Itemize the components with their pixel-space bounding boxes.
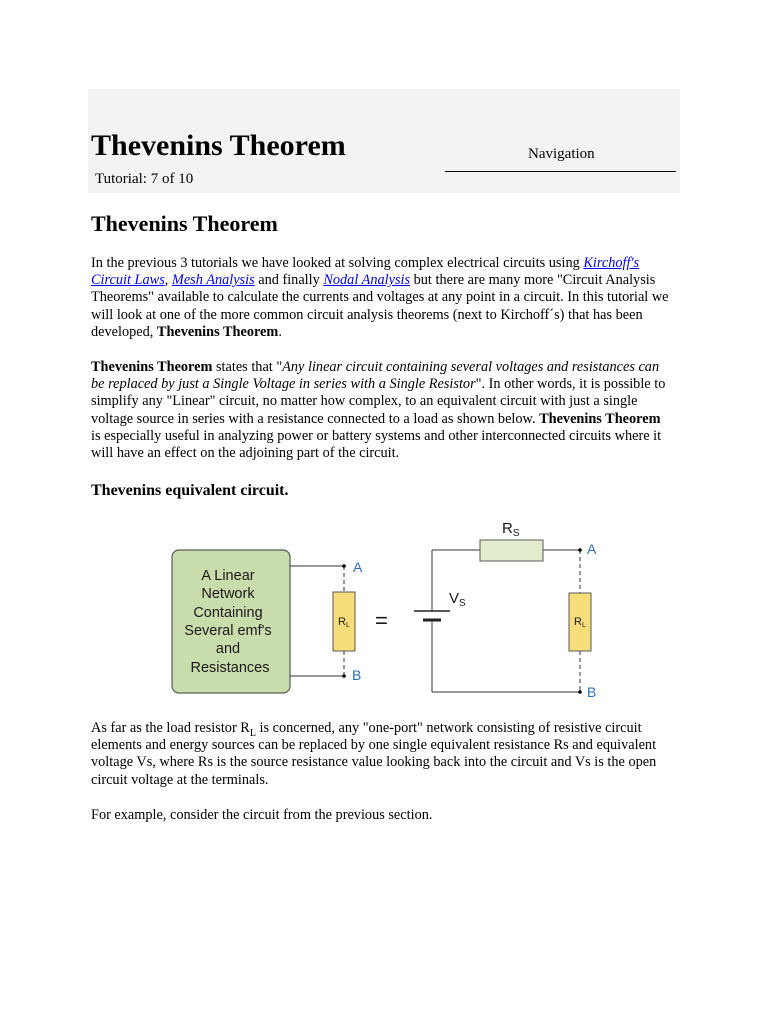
navigation-divider <box>445 171 676 172</box>
statement-quote: Any linear circuit containing several voltages and resistances can be replaced by just a Single Voltage in series with a Single Resistor <box>91 359 660 393</box>
intro-text: , <box>164 272 172 289</box>
source-resistor-label: $R_S$ <box>502 520 520 539</box>
load-text: As far as the load resistor R <box>91 720 250 736</box>
page-title: Thevenins Theorem <box>91 129 346 162</box>
right-wires <box>432 550 580 692</box>
load-text: is concerned, any "one-port" network consisting of resistive circuit elements and energy sources can be replaced by one single equivalent resistance Rs and equivalent voltage Vs, where Rs is the source resistance value looking back into the circuit and Vs is the open circuit voltage at the terminals. <box>91 720 657 788</box>
example-paragraph: For example, consider the circuit from the previous section. <box>91 807 433 823</box>
mesh-analysis-link[interactable]: Mesh Analysis <box>171 272 255 289</box>
terminal-a-dot-equivalent <box>578 548 582 552</box>
network-line: Several emf's <box>184 623 272 639</box>
intro-text: In the previous 3 tutorials we have looked at solving complex electrical circuits using <box>91 255 584 271</box>
network-line: Network <box>201 586 255 602</box>
statement-text: is especially useful in analyzing power or battery systems and other interconnected circuits where it will have an effect on the adjoining part of the circuit. <box>91 427 662 462</box>
load-resistor-label: RL <box>338 616 350 629</box>
section-heading: Thevenins Theorem <box>91 211 278 236</box>
intro-text: . <box>278 323 282 340</box>
terminal-a-label-equivalent: A <box>587 541 597 557</box>
source-resistor <box>480 540 543 561</box>
navigation-label[interactable]: Navigation <box>528 146 595 162</box>
terminal-b-dot-equivalent <box>578 690 582 694</box>
equals-sign: = <box>375 608 388 633</box>
terminal-b-label: B <box>352 667 362 683</box>
thevenin-diagram <box>160 512 610 702</box>
network-line: A Linear <box>201 568 255 584</box>
equivalent-circuit-heading: Thevenins equivalent circuit. <box>91 482 289 499</box>
terminal-a-label: A <box>353 559 363 575</box>
intro-text: but there are many more "Circuit Analysis Theorems" available to calculate the currents and voltages at any point in a circuit. In this tutorial we will look at one of the more common circuit analysis theorems (next to Kirchoff´s) that has been developed, <box>91 272 669 340</box>
source-voltage-label: $V_S$ <box>449 590 466 609</box>
network-line: and <box>215 641 241 657</box>
intro-bold-term: Thevenins Theorem <box>156 323 279 340</box>
nodal-analysis-link[interactable]: Nodal Analysis <box>323 272 411 289</box>
statement-bold-term: Thevenins Theorem <box>539 410 661 427</box>
load-subscript: L <box>249 727 256 739</box>
statement-text: states that " <box>212 359 283 375</box>
terminal-a-dot <box>342 564 346 568</box>
network-line: Resistances <box>190 660 270 676</box>
load-resistor-paragraph <box>91 720 673 789</box>
intro-text: and finally <box>254 272 324 289</box>
network-line: Containing <box>193 605 263 621</box>
statement-paragraph <box>91 359 673 462</box>
terminal-b-dot <box>342 674 346 678</box>
load-resistor-equivalent-label: RL <box>574 616 586 629</box>
terminal-b-label-equivalent: B <box>587 684 597 700</box>
intro-paragraph <box>91 255 673 341</box>
kirchoff-link[interactable]: Kirchoff's Circuit Laws <box>91 255 640 289</box>
tutorial-count: Tutorial: 7 of 10 <box>95 171 194 187</box>
statement-text: ". In other words, it is possible to simplify any "Linear" circuit, no matter how complex, to an equivalent circuit with just a single voltage source in series with a resistance connected to a load as shown below. <box>91 376 666 427</box>
statement-bold-term: Thevenins Theorem <box>91 359 213 375</box>
